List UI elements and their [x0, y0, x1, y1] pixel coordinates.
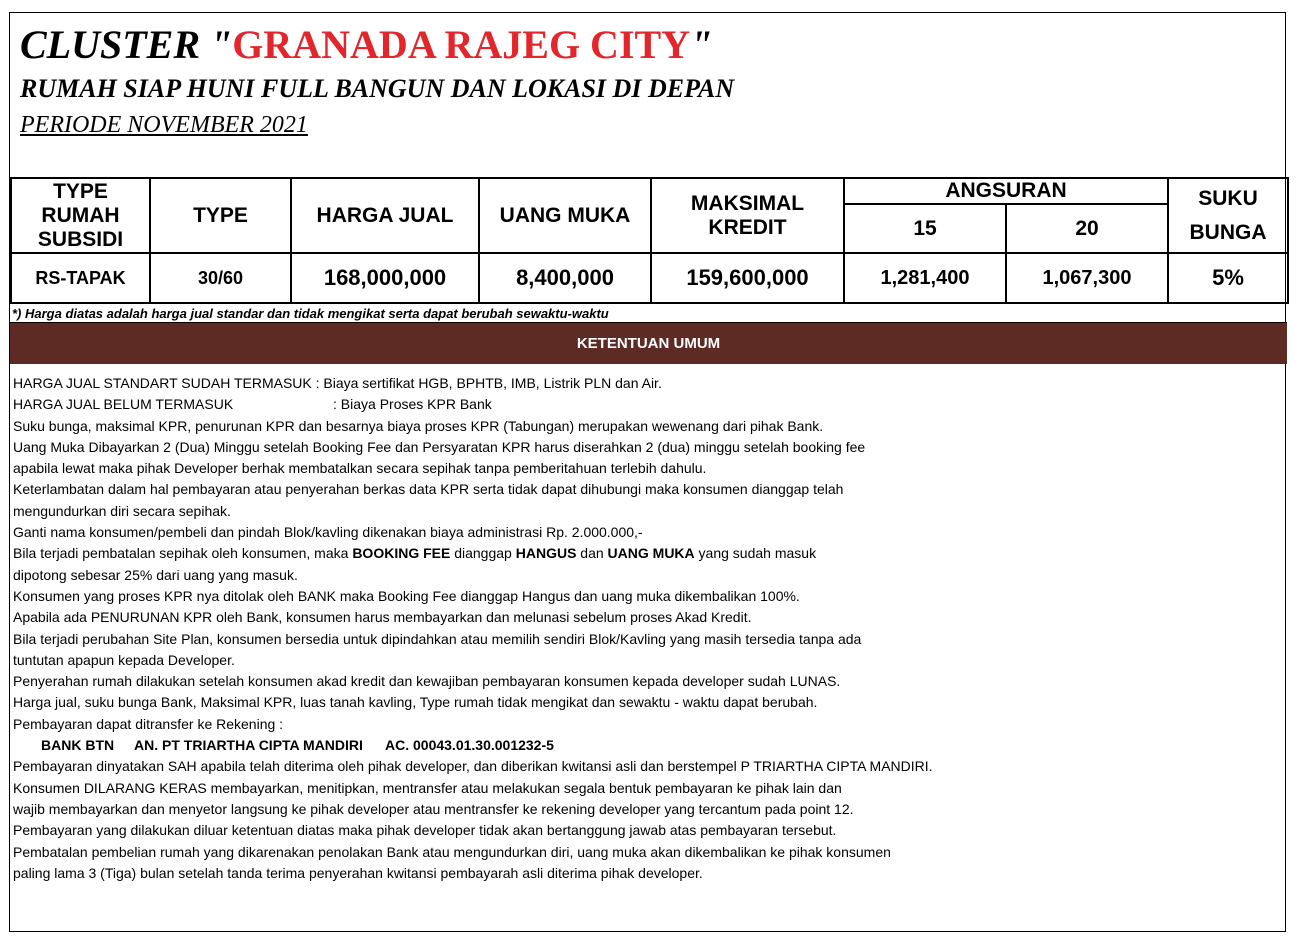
header-type-rumah	[11, 178, 150, 253]
rule-value: : Biaya Proses KPR Bank	[333, 396, 492, 413]
rule-text: dan	[576, 545, 608, 562]
rule-line: tuntutan apapun kepada Developer.	[13, 651, 235, 668]
cell-maksimal-kredit: 159,600,000	[651, 253, 844, 303]
header-type-rumah-line2: RUMAH	[41, 203, 120, 227]
cell-type: 30/60	[150, 253, 291, 303]
rule-line: dipotong sebesar 25% dari uang yang masuk.	[13, 566, 298, 583]
rule-bold-hangus: HANGUS	[515, 545, 577, 562]
rule-line: Harga jual, suku bunga Bank, Maksimal KPR, luas tanah kavling, Type rumah tidak mengikat dan sewaktu - waktu dapat berubah.	[13, 694, 818, 711]
table-row	[11, 253, 1288, 303]
header-suku-line1: SUKU	[1198, 186, 1258, 210]
page-subtitle: RUMAH SIAP HUNI FULL BANGUN DAN LOKASI DI DEPAN	[20, 74, 735, 103]
rule-line: Apabila ada PENURUNAN KPR oleh Bank, konsumen harus membayarkan dan melunasi sebelum proses Akad Kredit.	[13, 609, 752, 626]
rule-line: Penyerahan rumah dilakukan setelah konsumen akad kredit dan kewajiban pembayaran konsumen kepada developer sudah LUNAS.	[13, 673, 841, 690]
rule-line	[13, 543, 1283, 564]
rules-list	[13, 373, 1283, 884]
price-table	[10, 177, 1289, 304]
title-prefix: CLUSTER	[20, 22, 211, 67]
price-sheet	[9, 12, 1286, 932]
title-close-quote: "	[690, 22, 713, 67]
header-angsuran: ANGSURAN	[844, 178, 1168, 204]
rule-line: Bila terjadi perubahan Site Plan, konsumen bersedia untuk dipindahkan atau memilih sendiri Blok/Kavling yang masih tersedia tanpa ada	[13, 630, 862, 647]
header-harga-jual: HARGA JUAL	[291, 178, 479, 253]
rule-line: Keterlambatan dalam hal pembayaran atau penyerahan berkas data KPR serta tidak dapat dihubungi maka konsumen dianggap telah	[13, 481, 844, 498]
price-note: *) Harga diatas adalah harga jual standar dan tidak mengikat serta dapat berubah sewaktu-waktu	[10, 304, 1287, 323]
cell-harga-jual: 168,000,000	[291, 253, 479, 303]
rule-line: Pembayaran dapat ditransfer ke Rekening :	[13, 715, 284, 732]
header-type: TYPE	[150, 178, 291, 253]
header-suku-bunga	[1168, 178, 1288, 253]
header-maksimal-line2: KREDIT	[708, 215, 787, 239]
header-maksimal-line1: MAKSIMAL	[690, 191, 805, 215]
account-number: AC. 00043.01.30.001232-5	[385, 737, 554, 754]
rule-line	[13, 394, 1283, 415]
period-label: PERIODE NOVEMBER 2021	[20, 112, 308, 138]
cell-angsuran-15: 1,281,400	[844, 253, 1006, 303]
rule-bold-booking-fee: BOOKING FEE	[352, 545, 451, 562]
header-suku-line2: BUNGA	[1189, 220, 1267, 244]
title-open-quote: "	[210, 22, 233, 67]
rule-line: Uang Muka Dibayarkan 2 (Dua) Minggu setelah Booking Fee dan Persyaratan KPR harus diserahkan 2 (dua) minggu setelah booking fee	[13, 438, 866, 455]
cluster-name: GRANADA RAJEG CITY	[232, 22, 691, 67]
rule-line: Ganti nama konsumen/pembeli dan pindah Blok/kavling dikenakan biaya administrasi Rp. 2.000.000,-	[13, 524, 643, 541]
rule-line: Pembayaran yang dilakukan diluar ketentuan diatas maka pihak developer tidak akan bertanggung jawab atas pembayaran tersebut.	[13, 822, 837, 839]
rule-text: Bila terjadi pembatalan sepihak oleh konsumen, maka	[13, 545, 353, 562]
rule-line: Konsumen DILARANG KERAS membayarkan, menitipkan, mentransfer atau melakukan segala bentuk pembayaran ke pihak lain dan	[13, 779, 842, 796]
header-angsuran-15: 15	[844, 204, 1006, 253]
rule-line: Konsumen yang proses KPR nya ditolak oleh BANK maka Booking Fee dianggap Hangus dan uang muka dikembalikan 100%.	[13, 587, 800, 604]
rule-line: mengundurkan diri secara sepihak.	[13, 502, 231, 519]
rule-text: dianggap	[450, 545, 516, 562]
rule-line: Suku bunga, maksimal KPR, penurunan KPR dan besarnya biaya proses KPR (Tabungan) merupakan wewenang dari pihak Bank.	[13, 417, 824, 434]
rule-line: Pembayaran dinyatakan SAH apabila telah diterima oleh pihak developer, dan diberikan kwitansi asli dan berstempel P TRIARTHA CIPTA MANDIRI.	[13, 758, 933, 775]
bank-account-line	[13, 735, 1283, 756]
rule-line: HARGA JUAL STANDART SUDAH TERMASUK : Biaya sertifikat HGB, BPHTB, IMB, Listrik PLN dan Air.	[13, 375, 662, 391]
cell-type-rumah: RS-TAPAK	[11, 253, 150, 303]
rule-line: apabila lewat maka pihak Developer berhak membatalkan secara sepihak tanpa pemberitahuan terlebih dahulu.	[13, 460, 707, 477]
header-uang-muka: UANG MUKA	[479, 178, 651, 253]
rule-line: paling lama 3 (Tiga) bulan setelah tanda terima penyerahan kwitansi pembayarah asli diterima pihak developer.	[13, 864, 703, 881]
cell-angsuran-20: 1,067,300	[1006, 253, 1168, 303]
page-title	[20, 21, 1220, 69]
account-holder: AN. PT TRIARTHA CIPTA MANDIRI	[134, 737, 363, 754]
cell-suku-bunga: 5%	[1168, 253, 1288, 303]
rule-text: yang sudah masuk	[694, 545, 817, 562]
rule-bold-uang-muka: UANG MUKA	[607, 545, 695, 562]
bank-name: BANK BTN	[41, 737, 115, 754]
cell-uang-muka: 8,400,000	[479, 253, 651, 303]
header-angsuran-20: 20	[1006, 204, 1168, 253]
rule-label: HARGA JUAL BELUM TERMASUK	[13, 396, 234, 413]
rule-line: wajib membayarkan dan menyetor langsung ke pihak developer atau mentransfer ke rekening developer yang tercantum pada point 12.	[13, 800, 854, 817]
rule-line: Pembatalan pembelian rumah yang dikarenakan penolakan Bank atau mengundurkan diri, uang muka akan dikembalikan ke pihak konsumen	[13, 843, 891, 860]
header-row-1	[11, 178, 1288, 204]
header-type-rumah-line1: TYPE	[53, 179, 108, 203]
header-maksimal-kredit	[651, 178, 844, 253]
ketentuan-umum-header: KETENTUAN UMUM	[10, 323, 1287, 364]
header-type-rumah-line3: SUBSIDI	[37, 227, 124, 251]
